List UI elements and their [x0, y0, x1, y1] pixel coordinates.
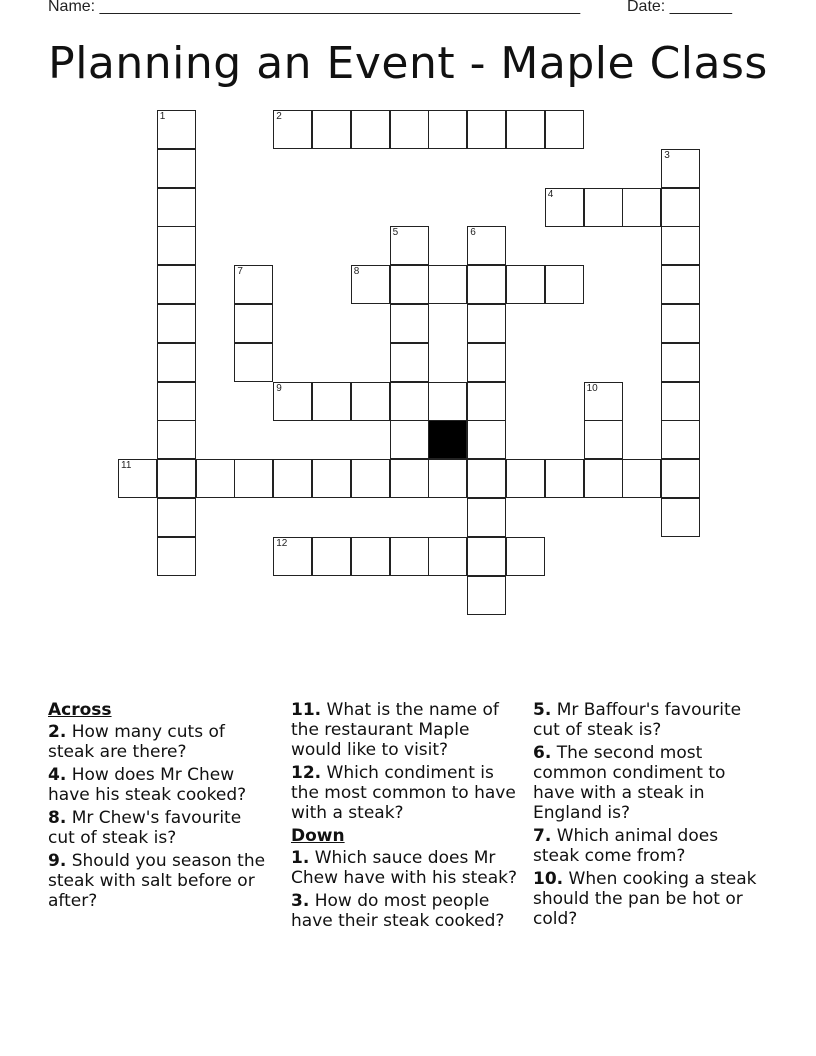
crossword-cell[interactable]	[467, 265, 506, 304]
crossword-cell[interactable]	[428, 537, 467, 576]
clue-across-11	[291, 700, 523, 760]
crossword-cell[interactable]	[390, 110, 429, 149]
cell-number: 8	[353, 266, 360, 278]
crossword-cell[interactable]	[467, 498, 506, 537]
clue-text: The second most common condiment to have with a steak in England is?	[533, 743, 726, 823]
crossword-cell[interactable]	[234, 343, 273, 382]
crossword-cell[interactable]	[467, 343, 506, 382]
clue-text: Mr Baffour's favourite cut of steak is?	[533, 700, 742, 740]
crossword-cell[interactable]	[661, 149, 700, 188]
clue-text: How do most people have their steak cooked?	[291, 891, 505, 931]
crossword-cell[interactable]	[351, 110, 390, 149]
crossword-cell[interactable]	[351, 459, 390, 498]
crossword-cell[interactable]	[506, 265, 545, 304]
date-field-label: Date: _______	[627, 0, 732, 15]
clue-across-12	[291, 763, 523, 823]
crossword-cell[interactable]	[157, 149, 196, 188]
clues-column-3	[533, 700, 768, 932]
crossword-cell[interactable]	[273, 110, 312, 149]
crossword-cell[interactable]	[661, 459, 700, 498]
crossword-cell[interactable]	[118, 459, 157, 498]
crossword-cell[interactable]	[467, 576, 506, 615]
crossword-cell[interactable]	[351, 382, 390, 421]
crossword-cell[interactable]	[506, 537, 545, 576]
crossword-cell[interactable]	[234, 459, 273, 498]
crossword-block-cell	[428, 420, 467, 459]
clue-across-8	[48, 808, 273, 848]
cell-number: 2	[276, 111, 282, 122]
crossword-cell[interactable]	[428, 459, 467, 498]
crossword-cell[interactable]	[157, 459, 196, 498]
crossword-cell[interactable]	[390, 265, 429, 304]
name-field-label: Name: ______________________________________________________	[48, 0, 581, 15]
crossword-cell[interactable]	[661, 420, 700, 459]
crossword-cell[interactable]	[545, 188, 584, 227]
clue-down-3	[291, 891, 523, 931]
cell-number: 5	[392, 227, 399, 239]
cell-number: 7	[237, 266, 243, 278]
clue-down-10	[533, 869, 768, 929]
crossword-cell[interactable]	[661, 382, 700, 421]
crossword-cell[interactable]	[312, 382, 351, 421]
crossword-cell[interactable]	[351, 265, 390, 304]
clue-text: Should you season the steak with salt before or after?	[48, 851, 266, 911]
crossword-cell[interactable]	[312, 459, 351, 498]
crossword-cell[interactable]	[196, 459, 235, 498]
crossword-cell[interactable]	[157, 188, 196, 227]
crossword-cell[interactable]	[467, 420, 506, 459]
clue-number: 4.	[48, 765, 67, 785]
clue-across-4	[48, 765, 273, 805]
crossword-cell[interactable]	[545, 265, 584, 304]
clue-number: 8.	[48, 808, 67, 828]
clue-text: Which condiment is the most common to have with a steak?	[291, 763, 516, 823]
crossword-cell[interactable]	[390, 343, 429, 382]
crossword-cell[interactable]	[157, 382, 196, 421]
crossword-cell[interactable]	[467, 459, 506, 498]
cell-number: 4	[547, 188, 554, 200]
crossword-cell[interactable]	[467, 226, 506, 265]
page-title: Planning an Event - Maple Class	[48, 38, 768, 89]
cell-number: 10	[586, 382, 598, 394]
cell-number: 3	[664, 149, 670, 161]
clue-number: 1.	[291, 848, 310, 868]
crossword-cell[interactable]	[157, 226, 196, 265]
across-heading: Across	[48, 700, 112, 720]
clue-across-2	[48, 722, 273, 762]
crossword-cell[interactable]	[661, 188, 700, 227]
crossword-cell[interactable]	[467, 382, 506, 421]
crossword-cell[interactable]	[467, 110, 506, 149]
crossword-cell[interactable]	[467, 304, 506, 343]
clues-column-2	[291, 700, 523, 934]
crossword-cell[interactable]	[157, 420, 196, 459]
crossword-cell[interactable]	[351, 537, 390, 576]
crossword-cell[interactable]	[584, 459, 623, 498]
clue-text: Which sauce does Mr Chew have with his steak?	[291, 848, 518, 888]
crossword-cell[interactable]	[584, 420, 623, 459]
crossword-cell[interactable]	[661, 498, 700, 537]
crossword-cell[interactable]	[390, 304, 429, 343]
clue-text: When cooking a steak should the pan be hot or cold?	[533, 869, 757, 929]
crossword-cell[interactable]	[157, 110, 196, 149]
crossword-cell[interactable]	[234, 304, 273, 343]
clue-text: How does Mr Chew have his steak cooked?	[48, 765, 247, 805]
crossword-cell[interactable]	[390, 382, 429, 421]
clue-down-7	[533, 826, 768, 866]
crossword-cell[interactable]	[312, 110, 351, 149]
crossword-cell[interactable]	[428, 110, 467, 149]
crossword-cell[interactable]	[157, 498, 196, 537]
down-heading: Down	[291, 826, 345, 846]
crossword-cell[interactable]	[390, 226, 429, 265]
crossword-cell[interactable]	[622, 188, 661, 227]
crossword-cell[interactable]	[661, 304, 700, 343]
clue-text: What is the name of the restaurant Maple would like to visit?	[291, 700, 499, 760]
cell-number: 11	[121, 460, 132, 472]
clue-number: 11.	[291, 700, 322, 720]
clues-column-1	[48, 700, 273, 914]
clue-number: 6.	[533, 743, 552, 763]
clue-number: 12.	[291, 763, 322, 783]
crossword-cell[interactable]	[157, 265, 196, 304]
crossword-cell[interactable]	[273, 382, 312, 421]
crossword-cell[interactable]	[661, 265, 700, 304]
crossword-cell[interactable]	[506, 459, 545, 498]
crossword-cell[interactable]	[661, 226, 700, 265]
crossword-cell[interactable]	[273, 459, 312, 498]
crossword-cell[interactable]	[428, 382, 467, 421]
crossword-cell[interactable]	[467, 537, 506, 576]
crossword-cell[interactable]	[312, 537, 351, 576]
clue-text: Mr Chew's favourite cut of steak is?	[48, 808, 242, 848]
crossword-cell[interactable]	[390, 420, 429, 459]
crossword-cell[interactable]	[506, 110, 545, 149]
clue-number: 2.	[48, 722, 67, 742]
crossword-cell[interactable]	[157, 343, 196, 382]
crossword-cell[interactable]	[622, 459, 661, 498]
crossword-cell[interactable]	[584, 382, 623, 421]
clue-down-6	[533, 743, 768, 823]
crossword-cell[interactable]	[390, 459, 429, 498]
crossword-cell[interactable]	[545, 110, 584, 149]
crossword-cell[interactable]	[428, 265, 467, 304]
crossword-cell[interactable]	[273, 537, 312, 576]
clue-down-5	[533, 700, 768, 740]
clue-text: Which animal does steak come from?	[533, 826, 719, 866]
clue-across-9	[48, 851, 273, 911]
crossword-cell[interactable]	[234, 265, 273, 304]
clue-number: 9.	[48, 851, 67, 871]
clue-number: 5.	[533, 700, 552, 720]
clue-number: 7.	[533, 826, 552, 846]
cell-number: 12	[276, 537, 288, 549]
cell-number: 1	[159, 111, 166, 122]
crossword-cell[interactable]	[157, 537, 196, 576]
crossword-cell[interactable]	[545, 459, 584, 498]
clue-down-1	[291, 848, 523, 888]
cell-number: 6	[470, 227, 476, 239]
crossword-cell[interactable]	[390, 537, 429, 576]
clue-number: 10.	[533, 869, 564, 889]
clue-number: 3.	[291, 891, 310, 911]
crossword-cell[interactable]	[157, 304, 196, 343]
cell-number: 9	[276, 382, 282, 394]
crossword-cell[interactable]	[584, 188, 623, 227]
crossword-cell[interactable]	[661, 343, 700, 382]
clue-text: How many cuts of steak are there?	[48, 722, 225, 762]
